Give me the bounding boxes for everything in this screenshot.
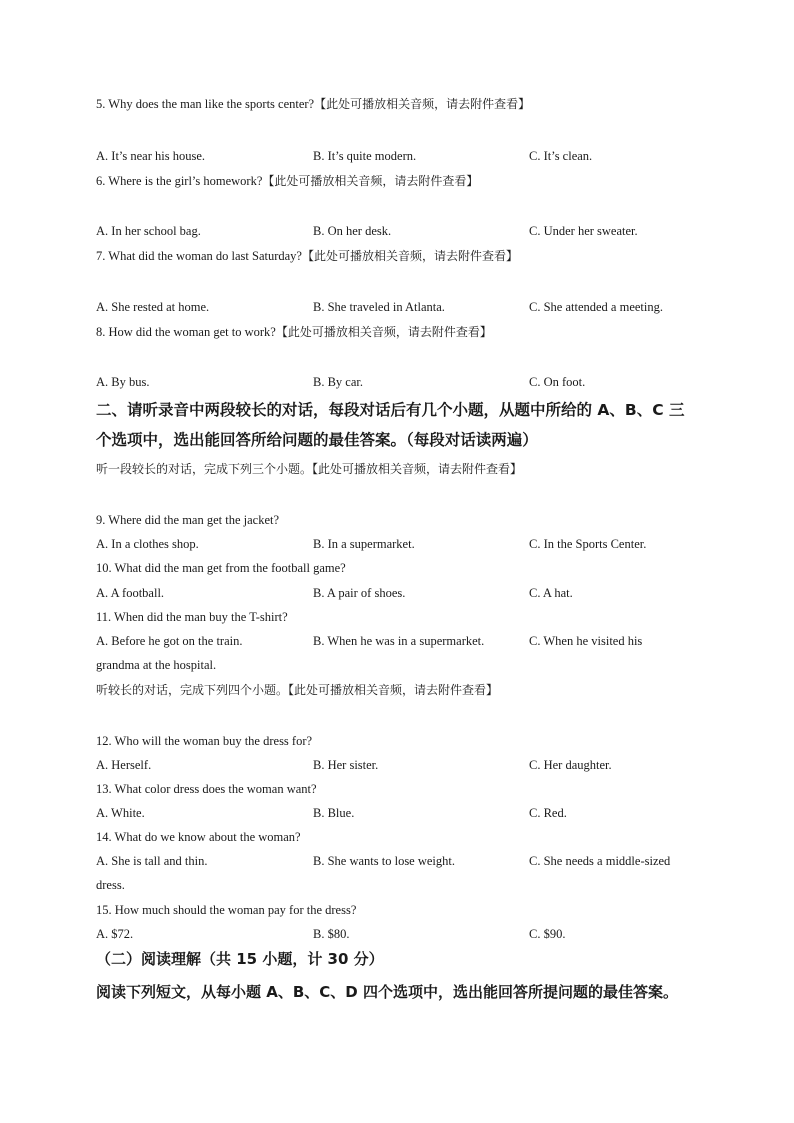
- q14-option-a: A. She is tall and thin.: [96, 854, 208, 868]
- q7-option-b: B. She traveled in Atlanta.: [313, 300, 445, 314]
- q15-option-a: A. $72.: [96, 927, 134, 941]
- q6-option-b: B. On her desk.: [313, 224, 392, 238]
- q8-option-b: B. By car.: [313, 375, 363, 389]
- q13-option-a: A. White.: [96, 806, 145, 820]
- section-2-heading-line1: 二、请听录音中两段较长的对话，每段对话后有几个小题，从题中所给的 A、B、C 三: [96, 401, 685, 419]
- q11-option-b: B. When he was in a supermarket.: [313, 634, 485, 648]
- q10-option-a: A. A football.: [96, 586, 165, 600]
- question-15-stem: 15. How much should the woman pay for the dress?: [96, 903, 357, 917]
- q10-option-c: C. A hat.: [529, 586, 573, 600]
- question-text: 8. How did the woman get to work?: [96, 325, 276, 339]
- q11-option-c-continued: grandma at the hospital.: [96, 658, 217, 672]
- section-2-heading-line2: 个选项中，选出能回答所给问题的最佳答案。（每段对话读两遍）: [96, 431, 538, 449]
- q5-option-c: C. It’s clean.: [529, 149, 593, 163]
- q9-option-b: B. In a supermarket.: [313, 537, 415, 551]
- q7-option-a: A. She rested at home.: [96, 300, 210, 314]
- q15-option-c: C. $90.: [529, 927, 566, 941]
- question-11-stem: 11. When did the man buy the T-shirt?: [96, 610, 288, 624]
- audio-link[interactable]: 【此处可播放相关音频，请去附件查看】: [314, 97, 531, 111]
- q7-option-c: C. She attended a meeting.: [529, 300, 663, 314]
- dialog-1-intro: 听一段较长的对话，完成下列三个小题。【此处可播放相关音频，请去附件查看】: [96, 462, 523, 476]
- question-text: 6. Where is the girl’s homework?: [96, 174, 263, 188]
- q15-option-b: B. $80.: [313, 927, 350, 941]
- question-7-stem: [96, 248, 518, 264]
- audio-link[interactable]: 【此处可播放相关音频，请去附件查看】: [262, 174, 479, 188]
- q8-option-a: A. By bus.: [96, 375, 150, 389]
- question-text: 7. What did the woman do last Saturday?: [96, 249, 302, 263]
- audio-link[interactable]: 【此处可播放相关音频，请去附件查看】: [301, 249, 518, 263]
- question-text: 5. Why does the man like the sports center?: [96, 97, 315, 111]
- q12-option-c: C. Her daughter.: [529, 758, 612, 772]
- q12-option-a: A. Herself.: [96, 758, 152, 772]
- q14-option-b: B. She wants to lose weight.: [313, 854, 456, 868]
- q12-option-b: B. Her sister.: [313, 758, 379, 772]
- q13-option-c: C. Red.: [529, 806, 567, 820]
- question-9-stem: 9. Where did the man get the jacket?: [96, 513, 280, 527]
- q6-option-a: A. In her school bag.: [96, 224, 201, 238]
- q14-option-c-continued: dress.: [96, 878, 125, 892]
- q5-option-a: A. It’s near his house.: [96, 149, 206, 163]
- q8-option-c: C. On foot.: [529, 375, 586, 389]
- q6-option-c: C. Under her sweater.: [529, 224, 638, 238]
- section-3-instruction: 阅读下列短文，从每小题 A、B、C、D 四个选项中，选出能回答所提问题的最佳答案。: [96, 983, 678, 1001]
- question-14-stem: 14. What do we know about the woman?: [96, 830, 301, 844]
- q11-option-c: C. When he visited his: [529, 634, 643, 648]
- q10-option-b: B. A pair of shoes.: [313, 586, 406, 600]
- question-12-stem: 12. Who will the woman buy the dress for?: [96, 734, 313, 748]
- q5-option-b: B. It’s quite modern.: [313, 149, 417, 163]
- question-5-stem: [96, 96, 530, 112]
- question-10-stem: 10. What did the man get from the football game?: [96, 561, 346, 575]
- section-3-heading: （二）阅读理解（共 15 小题，计 30 分）: [96, 950, 384, 968]
- q14-option-c: C. She needs a middle-sized: [529, 854, 671, 868]
- audio-link[interactable]: 【此处可播放相关音频，请去附件查看】: [275, 325, 492, 339]
- question-6-stem: [96, 173, 478, 189]
- question-8-stem: [96, 324, 492, 340]
- q9-option-c: C. In the Sports Center.: [529, 537, 647, 551]
- question-13-stem: 13. What color dress does the woman want?: [96, 782, 317, 796]
- q9-option-a: A. In a clothes shop.: [96, 537, 199, 551]
- q11-option-a: A. Before he got on the train.: [96, 634, 243, 648]
- dialog-2-intro: 听较长的对话，完成下列四个小题。【此处可播放相关音频，请去附件查看】: [96, 683, 499, 697]
- q13-option-b: B. Blue.: [313, 806, 355, 820]
